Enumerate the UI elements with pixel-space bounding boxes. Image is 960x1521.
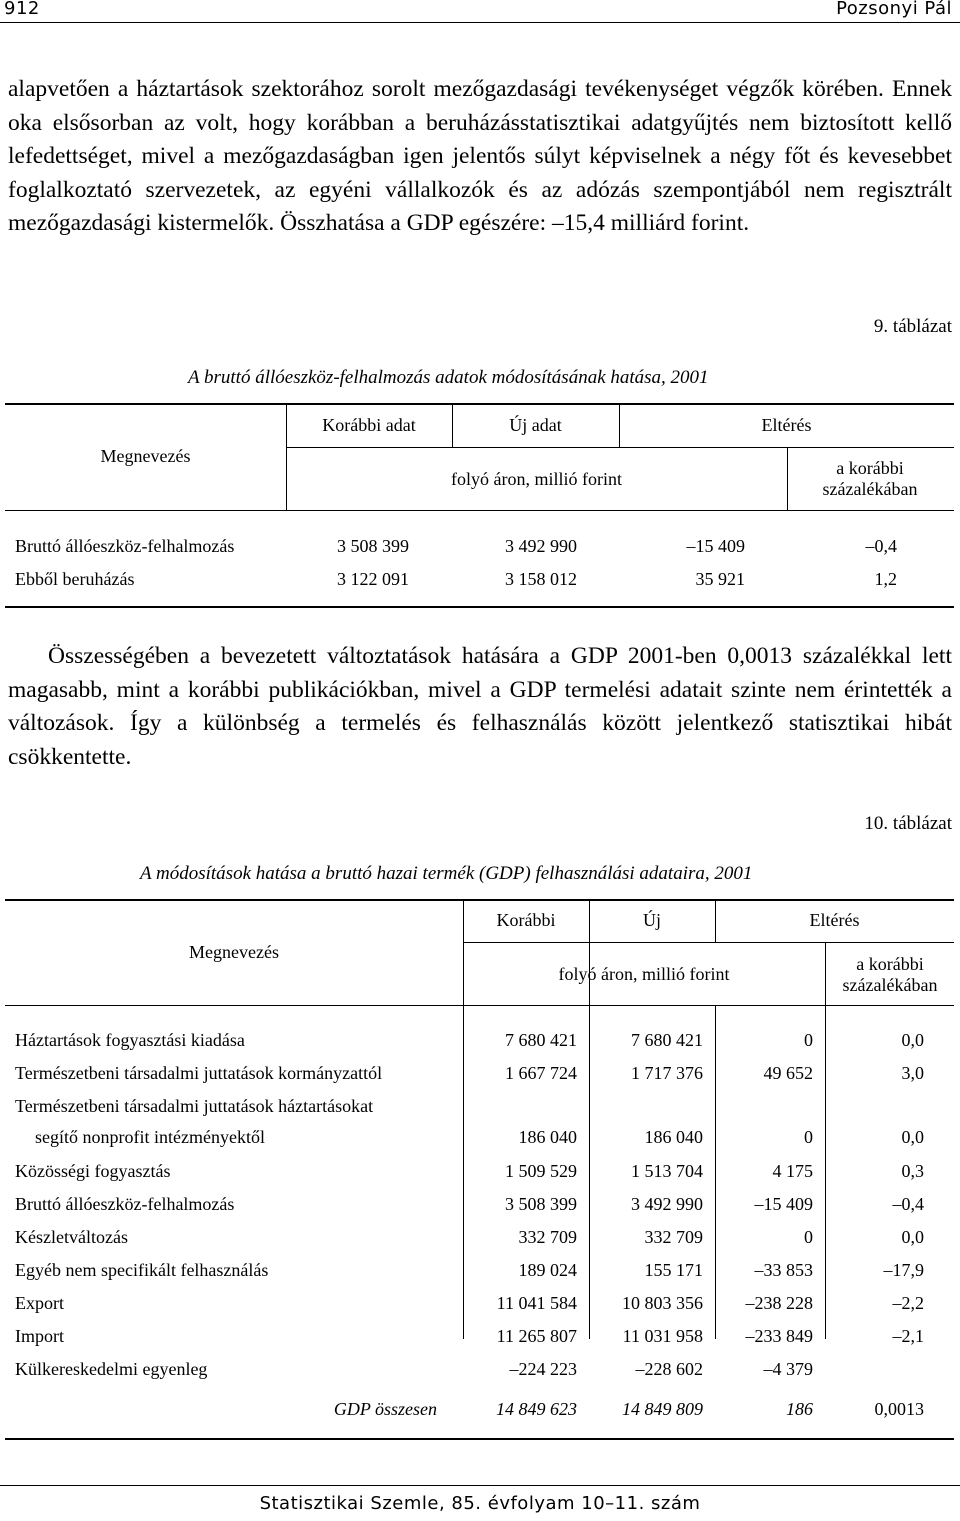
table-cell-diff: –15 409 (686, 536, 745, 556)
table-total-percent: 0,0013 (874, 1399, 924, 1419)
table-cell-new: 1 717 376 (631, 1063, 703, 1083)
table-cell-new: 332 709 (644, 1227, 703, 1247)
footer-rule (0, 1485, 960, 1486)
table-total-name: GDP összesen (333, 1399, 437, 1419)
table-cell-new: –228 602 (635, 1359, 703, 1379)
page-header (0, 0, 960, 23)
table-cell-new: 3 158 012 (505, 569, 577, 589)
running-author: Pozsonyi Pál (836, 0, 952, 19)
table-9-header-unit: folyó áron, millió forint (451, 469, 622, 489)
table-9-caption: A bruttó állóeszköz-felhalmozás adatok módosításának hatása, 2001 (188, 367, 709, 388)
table-row-name: Ebből beruházás (15, 569, 135, 589)
table-cell-percent: –2,2 (892, 1293, 924, 1313)
table-cell-percent: 0,3 (901, 1161, 924, 1181)
table-cell-previous: 11 041 584 (496, 1293, 577, 1313)
table-cell-percent: 0,0 (901, 1127, 924, 1147)
table-cell-percent: 0,0 (901, 1030, 924, 1050)
table-cell-previous: –224 223 (509, 1359, 577, 1379)
table-cell-diff: –33 853 (754, 1260, 813, 1280)
table-cell-percent: –0,4 (892, 1194, 924, 1214)
table-row-name: Közösségi fogyasztás (15, 1161, 171, 1181)
table-cell-diff: –15 409 (754, 1194, 813, 1214)
table-cell-previous: 332 709 (518, 1227, 577, 1247)
table-10 (5, 899, 954, 1441)
table-10-header-name: Megnevezés (189, 942, 279, 962)
table-total-diff: 186 (786, 1399, 813, 1419)
table-cell-previous: 1 509 529 (505, 1161, 577, 1181)
table-9-header-diff: Eltérés (761, 415, 812, 435)
table-cell-diff: –238 228 (745, 1293, 813, 1313)
table-10-header-new: Új (643, 910, 661, 930)
table-row-name: Háztartások fogyasztási kiadása (15, 1030, 245, 1050)
table-row-name: Bruttó állóeszköz-felhalmozás (15, 536, 235, 556)
table-cell-percent: –2,1 (892, 1326, 924, 1346)
table-10-header-diff: Eltérés (809, 910, 860, 930)
table-row-name: Export (15, 1293, 64, 1313)
table-cell-percent: –17,9 (883, 1260, 924, 1280)
table-cell-previous: 3 508 399 (337, 536, 409, 556)
table-9-label: 9. táblázat (873, 316, 952, 337)
table-row-name: Import (15, 1326, 64, 1346)
table-row-name: Egyéb nem specifikált felhasználás (15, 1260, 269, 1280)
body-paragraph-1: alapvetően a háztartások szektorához sorolt mezőgazdasági tevékenységet végzők körében. Ennek oka elsősorban az volt, hogy korábban a beruházásstatisztikai adatgyűjtés nem biztosított kellő lefedettséget, mivel a mezőgazdaságban igen jelentős súlyt képviselnek a négy főt és kevesebbet foglalkoztató szervezetek, az egyéni vállalkozók és az adózás szempontjából nem regisztrált mezőgazdasági kistermelők. Összhatása a GDP egészére: –15,4 milliárd forint. (8, 76, 952, 236)
table-row-name: Külkereskedelmi egyenleg (15, 1359, 208, 1379)
table-cell-percent: 1,2 (874, 569, 897, 589)
table-cell-previous: 3 122 091 (337, 569, 409, 589)
page-number: 912 (4, 0, 40, 19)
table-cell-new: 3 492 990 (505, 536, 577, 556)
table-row-name: Természetbeni társadalmi juttatások kormányzattól (15, 1063, 383, 1083)
table-cell-diff: 0 (804, 1127, 813, 1147)
table-cell-percent: –0,4 (865, 536, 897, 556)
table-cell-new: 3 492 990 (631, 1194, 703, 1214)
table-10-caption: A módosítások hatása a bruttó hazai termék (GDP) felhasználási adataira, 2001 (140, 863, 753, 884)
table-cell-new: 10 803 356 (622, 1293, 703, 1313)
table-row-name: Készletváltozás (15, 1227, 128, 1247)
table-cell-previous: 3 508 399 (505, 1194, 577, 1214)
page-footer: Statisztikai Szemle, 85. évfolyam 10–11. szám (259, 1493, 701, 1514)
table-cell-diff: 0 (804, 1227, 813, 1247)
table-cell-diff: 35 921 (695, 569, 745, 589)
table-cell-previous: 186 040 (518, 1127, 577, 1147)
table-9 (5, 403, 954, 608)
table-cell-diff: 49 652 (763, 1063, 813, 1083)
table-total-previous: 14 849 623 (496, 1399, 577, 1419)
table-cell-new: 155 171 (644, 1260, 703, 1280)
table-9-header-name: Megnevezés (100, 446, 191, 466)
table-9-header-previous: Korábbi adat (322, 415, 416, 435)
table-cell-new: 7 680 421 (631, 1030, 703, 1050)
table-cell-previous: 7 680 421 (505, 1030, 577, 1050)
table-cell-diff: –4 379 (763, 1359, 813, 1379)
table-cell-new: 11 031 958 (622, 1326, 703, 1346)
table-cell-new: 186 040 (644, 1127, 703, 1147)
table-row-name: Természetbeni társadalmi juttatások háztartásokat (15, 1096, 374, 1116)
table-cell-diff: –233 849 (745, 1326, 813, 1346)
table-cell-diff: 4 175 (772, 1161, 813, 1181)
table-9-header-new: Új adat (509, 415, 562, 435)
body-paragraph-2: Összességében a bevezetett változtatások hatására a GDP 2001-ben 0,0013 százalékkal lett magasabb, mint a korábbi publikációkban, mivel a GDP termelési adatait szinte nem érintették a változások. Így a különbség a termelés és felhasználás között jelentkező statisztikai hibát csökkentette. (8, 643, 952, 770)
table-cell-previous: 1 667 724 (505, 1063, 577, 1083)
table-row-name: Bruttó állóeszköz-felhalmozás (15, 1194, 235, 1214)
table-9-header-percent: a korábbi százalékában (822, 458, 918, 499)
table-10-label: 10. táblázat (864, 813, 952, 834)
table-10-header-previous: Korábbi (496, 910, 556, 930)
table-cell-new: 1 513 704 (631, 1161, 703, 1181)
table-cell-previous: 189 024 (518, 1260, 577, 1280)
table-10-header-unit: folyó áron, millió forint (558, 964, 730, 984)
table-cell-diff: 0 (804, 1030, 813, 1050)
table-total-new: 14 849 809 (622, 1399, 703, 1419)
table-cell-previous: 11 265 807 (496, 1326, 577, 1346)
table-row-name-continued: segítő nonprofit intézményektől (35, 1127, 265, 1147)
table-10-header-percent: a korábbi százalékában (842, 954, 938, 995)
table-cell-percent: 3,0 (901, 1063, 924, 1083)
table-cell-percent: 0,0 (901, 1227, 924, 1247)
